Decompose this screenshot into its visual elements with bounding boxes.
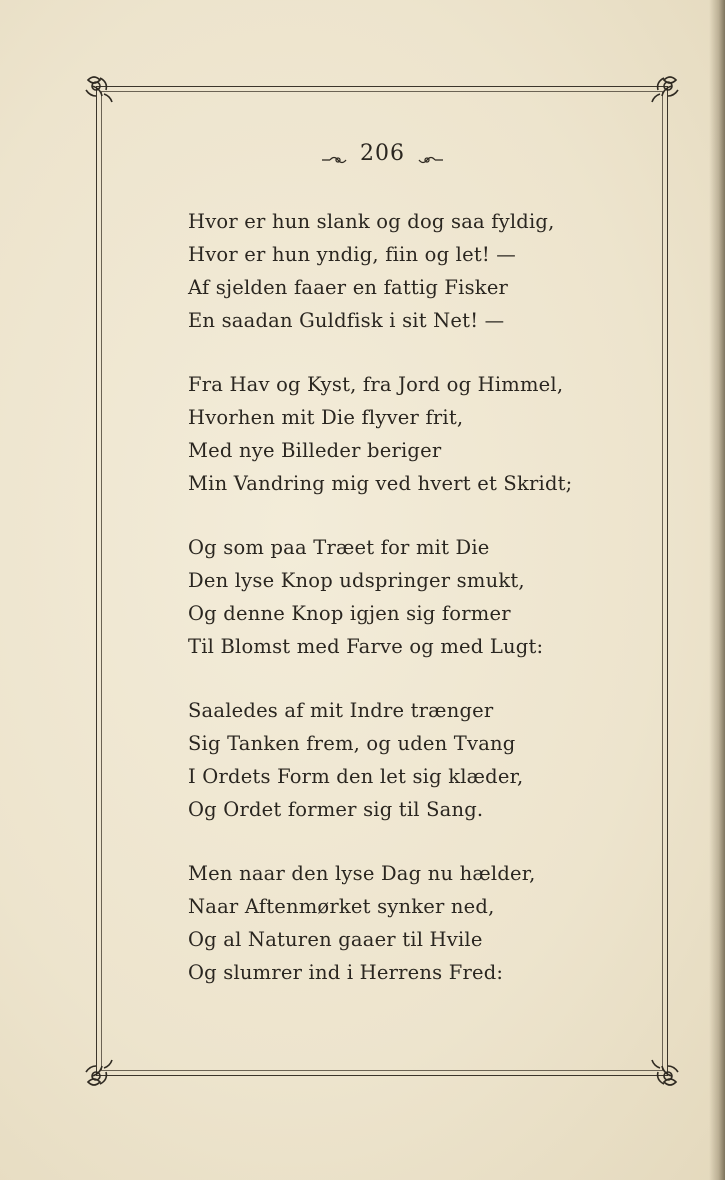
floral-corner-icon: [82, 72, 122, 108]
poem-line: En saadan Guldfisk i sit Net! —: [188, 309, 505, 332]
poem-line: Og al Naturen gaaer til Hvile: [188, 928, 483, 951]
poem-line: Og slumrer ind i Herrens Fred:: [188, 961, 504, 984]
poem-line: Og som paa Træet for mit Die: [188, 536, 490, 559]
poem-line: Hvor er hun yndig, fiin og let! —: [188, 243, 517, 266]
stanza: [188, 205, 608, 337]
scroll-flourish-icon: [415, 147, 445, 159]
scroll-flourish-icon: [320, 147, 350, 159]
poem-line: Min Vandring mig ved hvert et Skridt;: [188, 472, 573, 495]
poem-line: Sig Tanken frem, og uden Tvang: [188, 732, 516, 755]
poem-line: I Ordets Form den let sig klæder,: [188, 765, 524, 788]
stanza: [188, 694, 608, 826]
poem-line: Til Blomst med Farve og med Lugt:: [188, 635, 544, 658]
poem-line: Saaledes af mit Indre trænger: [188, 699, 494, 722]
poem-line: Fra Hav og Kyst, fra Jord og Himmel,: [188, 373, 564, 396]
poem-line: Og denne Knop igjen sig former: [188, 602, 511, 625]
stanza: [188, 368, 608, 500]
page-header: [0, 140, 725, 166]
page-number: 206: [360, 140, 405, 166]
poem-line: Naar Aftenmørket synker ned,: [188, 895, 495, 918]
poem-line: Den lyse Knop udspringer smukt,: [188, 569, 525, 592]
poem-line: Hvorhen mit Die flyver frit,: [188, 406, 464, 429]
floral-corner-icon: [642, 72, 682, 108]
poem-line: Men naar den lyse Dag nu hælder,: [188, 862, 536, 885]
spine-shadow: [709, 0, 725, 1180]
stanza: [188, 857, 608, 989]
floral-corner-icon: [642, 1054, 682, 1090]
floral-corner-icon: [82, 1054, 122, 1090]
poem-line: Hvor er hun slank og dog saa fyldig,: [188, 210, 555, 233]
poem-body: [188, 205, 608, 1020]
poem-line: Af sjelden faaer en fattig Fisker: [188, 276, 509, 299]
poem-line: Med nye Billeder beriger: [188, 439, 442, 462]
stanza: [188, 531, 608, 663]
poem-line: Og Ordet former sig til Sang.: [188, 798, 484, 821]
